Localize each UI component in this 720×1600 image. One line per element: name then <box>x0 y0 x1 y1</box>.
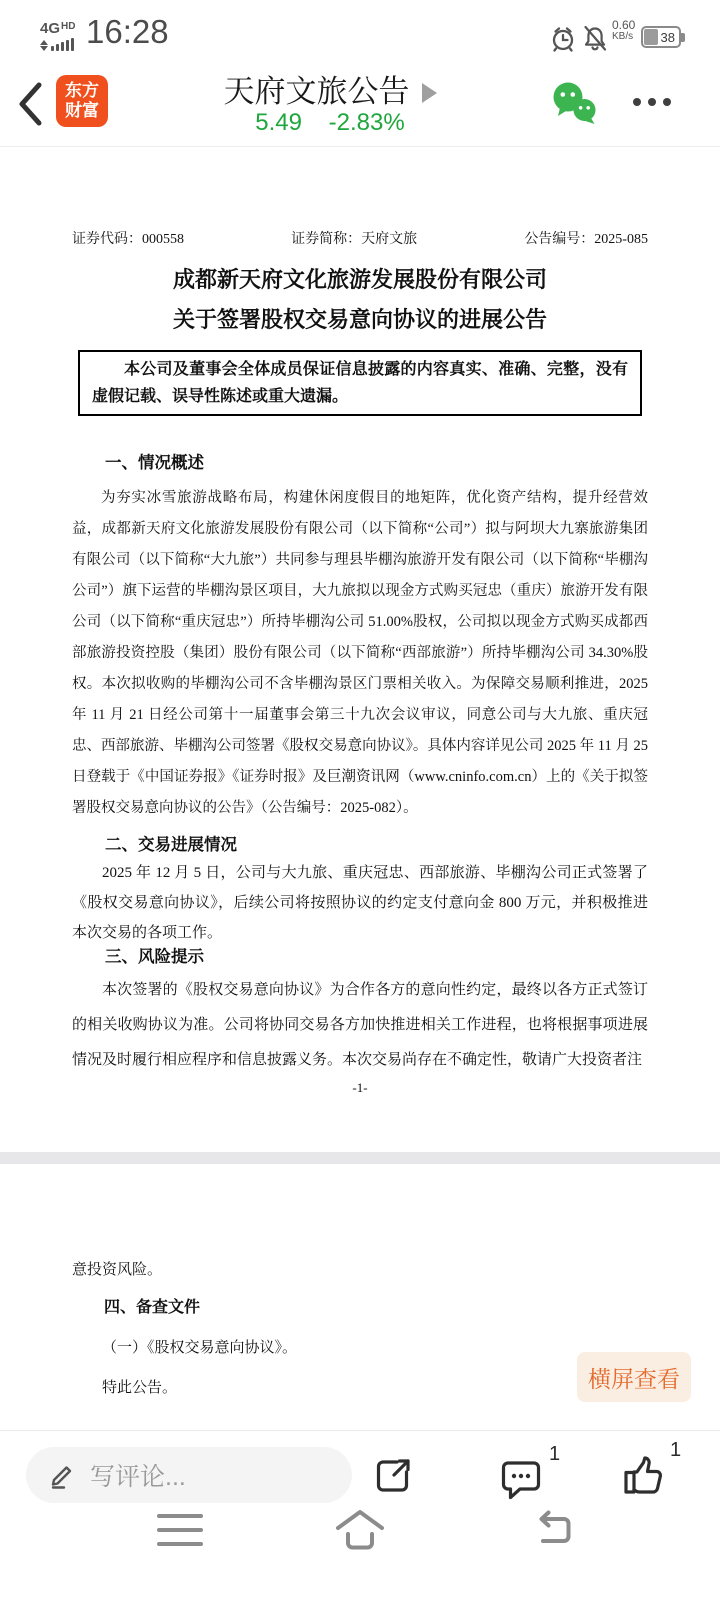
landscape-view-button[interactable]: 横屏查看 <box>577 1352 691 1402</box>
section4-heading: 四、备查文件 <box>104 1299 201 1316</box>
page-separator <box>0 1152 720 1164</box>
security-code: 证券代码：000558 <box>72 232 184 247</box>
like-count-badge: 1 <box>670 1439 682 1461</box>
battery-nub <box>681 33 685 42</box>
app-header <box>0 60 720 147</box>
clock-time: 16:28 <box>86 13 169 50</box>
section4-item1: （一）《股权交易意向协议》。 <box>102 1340 298 1356</box>
back-button[interactable] <box>14 80 46 133</box>
status-bar <box>0 0 720 60</box>
stock-change-percent: -2.83% <box>328 109 405 136</box>
section3-heading: 三、风险提示 <box>105 947 204 966</box>
battery-fill <box>644 29 658 45</box>
comment-toolbar <box>0 1430 720 1510</box>
nav-home-button[interactable] <box>332 1504 388 1561</box>
notifications-muted-icon <box>581 24 609 57</box>
closing-line: 特此公告。 <box>102 1380 178 1396</box>
document-title-line2: 关于签署股权交易意向协议的进展公告 <box>172 307 547 332</box>
comments-button[interactable] <box>498 1457 544 1506</box>
disclaimer-box: 本公司及董事会全体成员保证信息披露的内容真实、准确、完整，没有虚假记载、误导性陈述或重大遗漏。 <box>78 350 642 416</box>
announcement-page-1[interactable] <box>0 147 720 1152</box>
alarm-clock-icon <box>550 25 576 57</box>
network-speed-value: 0.60 <box>612 18 636 32</box>
comment-input[interactable] <box>26 1447 352 1503</box>
nav-menu-button[interactable] <box>157 1514 203 1556</box>
battery-percent: 38 <box>660 30 675 45</box>
pencil-icon <box>48 1461 76 1489</box>
section2-paragraph: 2025 年 12 月 5 日，公司与大九旅、重庆冠忠、西部旅游、毕棚沟公司正式签署了《股权交易意向协议》，后续公司将按照协议的约定支付意向金 800 万元，并积极推进本次交易的各项工作。 <box>72 865 648 941</box>
data-traffic-arrows-icon <box>40 40 48 51</box>
like-button[interactable] <box>620 1452 666 1503</box>
wechat-share-icon[interactable] <box>551 81 597 130</box>
page-title: 天府文旅公告 <box>223 74 410 109</box>
network-speed <box>612 20 635 42</box>
network-type-label: 4G <box>40 20 61 37</box>
security-name: 证券简称：天府文旅 <box>291 232 418 247</box>
document-meta-row <box>72 231 648 249</box>
network-indicator <box>40 20 75 51</box>
section3-paragraph: 本次签署的《股权交易意向协议》为合作各方的意向性约定，最终以各方正式签订的相关收购协议为准。公司将协同交易各方加快推进相关工作进程，也将根据事项进展情况及时履行相应程序和信息披露义务。本次交易尚存在不确定性，敬请广大投资者注 <box>72 982 648 1068</box>
logo-text-line1: 东方 <box>65 81 99 100</box>
eastmoney-app-logo[interactable] <box>56 75 108 127</box>
more-menu-button[interactable] <box>633 98 671 106</box>
signal-strength-icon <box>51 38 74 51</box>
section1-paragraph: 为夯实冰雪旅游战略布局，构建休闲度假目的地矩阵，优化资产结构，提升经营效益，成都新天府文化旅游发展股份有限公司（以下简称“公司”）拟与阿坝大九寨旅游集团有限公司（以下简称“大九旅”）共同参与理县毕棚沟旅游开发有限公司（以下简称“毕棚沟公司”）旗下运营的毕棚沟景区项目，大九旅拟以现金方式购买冠忠（重庆）旅游开发有限公司（以下简称“重庆冠忠”）所持毕棚沟公司 51.00%股权，公司拟以现金方式购买成都西部旅游投资控股（集团）股份有限公司（以下简称“西部旅游”）所持毕棚沟公司 34.30%股权。本次拟收购的毕棚沟公司不含毕棚沟景区门票相关收入。为保障交易顺利推进，2025 年 11 月 21 日经公司第十一届董事会第三十九次会议审议，同意公司与大九旅、重庆冠忠、西部旅游、毕棚沟公司签署《股权交易意向协议》。具体内容详见公司 2025 年 11 月 25 日登载于《中国证券报》《证券时报》及巨潮资讯网（www.cninfo.com.cn）上的《关于拟签署股权交易意向协议的公告》（公告编号：2025-082）。 <box>72 490 648 816</box>
logo-text-line2: 财富 <box>65 101 99 120</box>
document-title-line1: 成都新天府文化旅游发展股份有限公司 <box>172 267 547 292</box>
stock-price: 5.49 <box>255 109 302 136</box>
section2-heading: 二、交易进展情况 <box>105 835 237 854</box>
play-announcement-icon[interactable] <box>422 83 437 103</box>
page-number: -1- <box>352 1080 368 1095</box>
stock-quote[interactable] <box>115 109 545 137</box>
announcement-number: 公告编号：2025-085 <box>524 232 648 247</box>
network-speed-unit: KB/s <box>612 31 634 42</box>
android-nav-bar <box>0 1510 720 1600</box>
battery-indicator <box>641 26 681 48</box>
comment-placeholder: 写评论... <box>90 1463 186 1491</box>
nav-back-button[interactable] <box>530 1508 576 1555</box>
section1-heading: 一、情况概述 <box>105 453 204 472</box>
comment-count-badge: 1 <box>549 1443 561 1465</box>
share-button[interactable] <box>370 1453 416 1504</box>
page-title-row <box>115 66 545 111</box>
hd-badge: HD <box>61 21 76 32</box>
section3-paragraph-continued: 意投资风险。 <box>72 1262 163 1278</box>
